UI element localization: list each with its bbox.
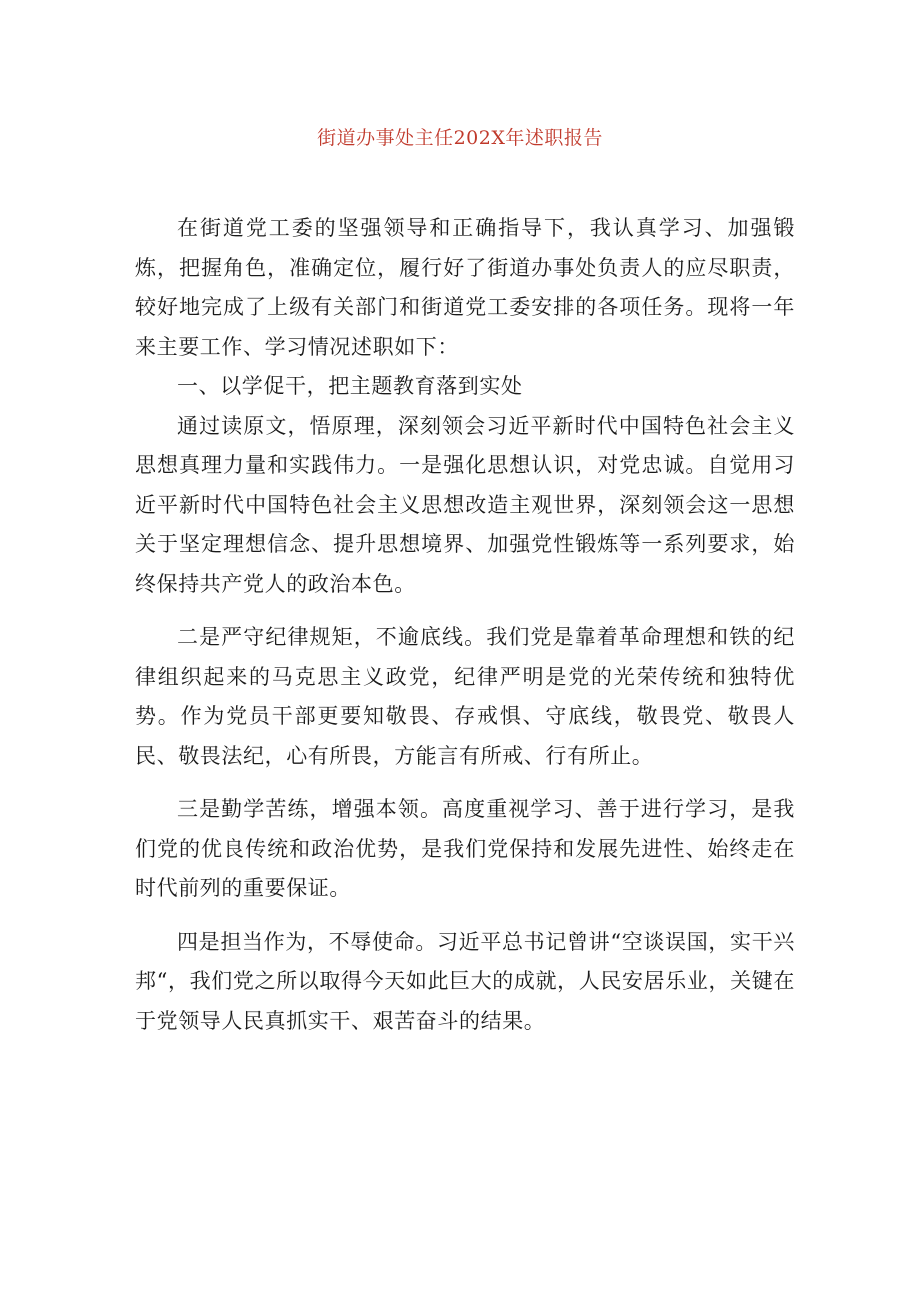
document-title: 街道办事处主任202X年述职报告	[317, 127, 603, 149]
paragraph-point-two: 二是严守纪律规矩，不逾底线。我们党是靠着革命理想和铁的纪律组织起来的马克思主义政党，纪律严明是党的光荣传统和独特优势。作为党员干部更要知敬畏、存戒惧、守底线，敬畏党、敬畏人民、敬畏法纪，心有所畏，方能言有所戒、行有所止。	[135, 625, 795, 768]
document-body	[135, 209, 795, 1041]
paragraph-point-one: 通过读原文，悟原理，深刻领会习近平新时代中国特色社会主义思想真理力量和实践伟力。一是强化思想认识，对党忠诚。自觉用习近平新时代中国特色社会主义思想改造主观世界，深刻领会这一思想关于坚定理想信念、提升思想境界、加强党性锻炼等一系列要求，始终保持共产党人的政治本色。	[135, 413, 795, 596]
section-heading: 一、以学促干，把主题教育落到实处	[177, 374, 523, 398]
paragraph-point-three: 三是勤学苦练，增强本领。高度重视学习、善于进行学习，是我们党的优良传统和政治优势，是我们党保持和发展先进性、始终走在时代前列的重要保证。	[135, 797, 795, 900]
paragraph-intro: 在街道党工委的坚强领导和正确指导下，我认真学习、加强锻炼，把握角色，准确定位，履行好了街道办事处负责人的应尽职责，较好地完成了上级有关部门和街道党工委安排的各项任务。现将一年来主要工作、学习情况述职如下：	[135, 216, 795, 359]
paragraph-point-four: 四是担当作为，不辱使命。习近平总书记曾讲“空谈误国，实干兴邦“，我们党之所以取得今天如此巨大的成就，人民安居乐业，关键在于党领导人民真抓实干、艰苦奋斗的结果。	[135, 929, 795, 1033]
